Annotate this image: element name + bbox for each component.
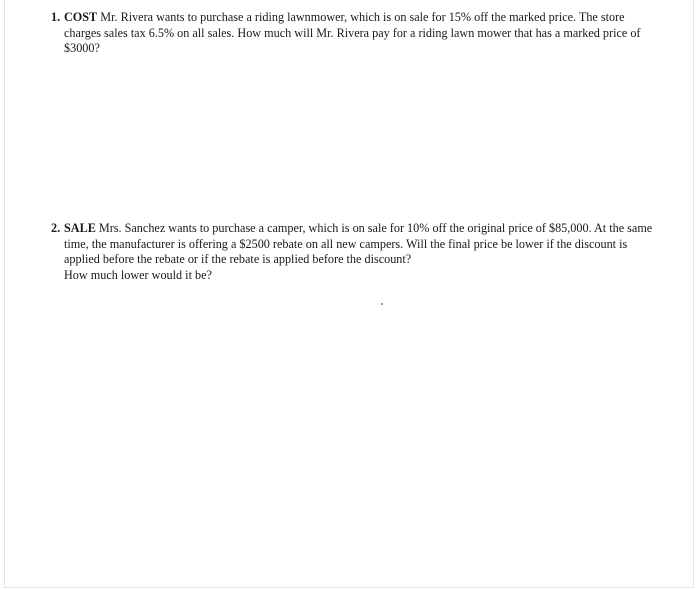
problem-keyword: COST <box>64 10 98 24</box>
problem-2 <box>51 221 663 283</box>
problem-body <box>51 221 663 283</box>
problem-followup: How much lower would it be? <box>64 267 212 282</box>
problem-number: 1. <box>51 10 61 24</box>
worksheet-page <box>4 0 694 588</box>
problem-1 <box>51 10 663 57</box>
problem-text: Mr. Rivera wants to purchase a riding lawnmower, which is on sale for 15% off the marked price. The store charges sales tax 6.5% on all sales. How much will Mr. Rivera pay for a riding lawn mower that has a marked price of $3000? <box>64 10 641 55</box>
problem-body <box>51 10 663 57</box>
problem-text: Mrs. Sanchez wants to purchase a camper, which is on sale for 10% off the original price of $85,000. At the same time, the manufacturer is offering a $2500 rebate on all new campers. Will the final price be lower if the discount is applied before the rebate or if the rebate is applied before the discount? <box>64 221 653 266</box>
problem-number: 2. <box>51 221 61 235</box>
stray-dot-mark <box>381 303 383 305</box>
problem-keyword: SALE <box>64 221 96 235</box>
